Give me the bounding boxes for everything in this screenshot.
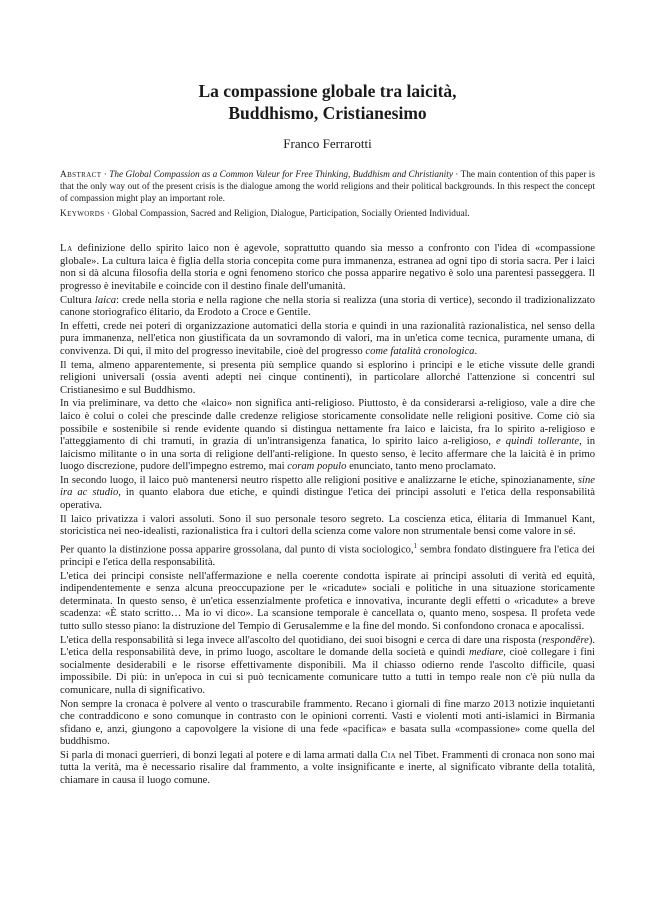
paragraph-2: Cultura laica: crede nella storia e nella ragione che nella storia si realizza (una storia di vertice), secondo il tradizionalizzato canone storiografico élitario, da Erodoto a Croce e Gentile. — [60, 294, 595, 319]
paragraph-11: Non sempre la cronaca è polvere al vento o trascurabile frammento. Recano i giornali di fine marzo 2013 notizie inquietanti che contraddicono e sono comunque in contrasto con le opinioni correnti. Vasti e violenti moti anti-islamici in Birmania sfidano e, anzi, giungono a capovolgere la visione di una fede «pacifica» e basata sulla «compassione» come quella del buddhismo. — [60, 698, 595, 748]
keywords — [60, 209, 595, 221]
acronym-cia: Cia — [380, 749, 397, 761]
paragraph-7: Il laico privatizza i valori assoluti. Sono il suo personale tesoro segreto. La coscienza etica, élitaria di Immanuel Kant, storicistica nei neo-idealisti, razionalistica fra i cultori della scienza come valore non strumentale bensi come valore in sé. — [60, 513, 595, 538]
paper-title — [60, 80, 595, 124]
abstract-separator: · — [101, 170, 110, 180]
body-text — [60, 243, 595, 787]
paragraph-9: L'etica dei principi consiste nell'affermazione e nella coerente condotta ispirate ai principi assoluti di verità ed equità, indipendentemente e senza alcuna preoccupazione per le «ricadute» sociali e politiche in una situazione storicamente determinata. In questo senso, è un'etica essenzialmente profetica e innovativa, incurante degli effetti o «ricadute» a breve scadenza: «È stato scritto… Ma io vi dico». La scansione temporale è cancellata o, quanto meno, sospesa. Il profeta vede tutto sullo stesso piano: la distruzione del Tempio di Gerusalemme e la fine del mondo. Si confondono cronaca e apocalissi. — [60, 570, 595, 632]
footnote-marker-1[interactable]: 1 — [413, 541, 418, 550]
paragraph-3: In effetti, crede nei poteri di organizzazione automatici della storia e quindi in una razionalità razionalistica, nel senso della pura immanenza, nell'etica non giustificata da un sovramondo di valori, ma in un'etica come tecnica, puramente umana, di convivenza. Di qui, il mito del progresso inevitabile, cioè del progresso come fatalità cronologica. — [60, 320, 595, 357]
paragraph-6: In secondo luogo, il laico può mantenersi neutro rispetto alle religioni positive e analizzarne le etiche, spinozianamente, sine ira ac studio, in quanto elabora due etiche, e quindi distingue l'etica dei principi assoluti e l'etica della responsabilità operativa. — [60, 474, 596, 512]
abstract-label: Abstract — [60, 170, 102, 180]
keywords-text: · Global Compassion, Sacred and Religion, Dialogue, Participation, Socially Oriented Individual. — [104, 209, 470, 220]
author-name: Franco Ferrarotti — [283, 136, 372, 151]
abstract — [60, 170, 595, 205]
paragraph-12: Si parla di monaci guerrieri, di bonzi legati al potere e di lama armati dalla Cia nel Tibet. Frammenti di cronaca non sono mai tutta la verità, ma è necessario risalire dal frammento, a volte insignificante e inerte, al significato vibrante della totalità, chiamare in causa il luogo comune. — [60, 749, 595, 787]
paragraph-4: Il tema, almeno apparentemente, si presenta più semplice quando si esplorino i principi e le etiche vissute delle grandi religioni universali (ossia aventi adepti nei cinque continenti), in particolare allorché l'attenzione si concentri sul Cristianesimo e sul Buddhismo. — [60, 359, 595, 396]
abstract-english-title: The Global Compassion as a Common Valeur for Free Thinking, Buddhism and Christianity — [109, 170, 453, 180]
paragraph-8: Per quanto la distinzione possa apparire grossolana, dal punto di vista sociologico,$^1$ sembra fondato distinguere fra l'etica dei principi e l'etica della responsabilità. — [60, 541, 595, 568]
paragraph-5: In via preliminare, va detto che «laico» non significa anti-religioso. Piuttosto, è da considerarsi a-religioso, vale a dire che laico è colui o colei che prescinde dalle credenze religiose storicamente consolidate nelle religioni positive. Come ciò sia possibile e sostenibile si rende evidente quando si distingua nettamente fra laico e laicista, fra lo spirito a-religioso e l'atteggiamento di chi tramuti, in grazia di un'intransigenza fanatica, lo spirito laico a-religioso, e quindi tollerante, in laicismo militante o in una sorta di religione dell'anti-religione. In questo senso, è lecito affermare che la laicità è in primo luogo discrezione, pudore dell'impegno estremo, mai coram populo enunciato, tanto meno proclamato. — [60, 398, 595, 473]
abstract-text: · The main contention of this paper is that the only way out of the present crisis is the dialogue among the world religions and their political backgrounds. In this respect the concept of compassion might play an important role. — [60, 170, 596, 204]
paragraph-10: L'etica della responsabilità si lega invece all'ascolto del quotidiano, dei suoi bisogni e cerca di dare una risposta (respondēre). L'etica della responsabilità deve, in primo luogo, ascoltare le domande della società e quindi mediare, cioè collegare i fini socialmente desiderabili e le risorse effettivamente disponibili. Ma il chiasso odierno rende l'ascolto difficile, quasi impossibile. Di più: in un'epoca in cui si può tecnicamente comunicare tutto a tutti in tempo reale non c'è più nulla da comunicare, nulla di significativo. — [60, 634, 596, 696]
paragraph-1-small-caps: La — [60, 243, 73, 255]
keywords-label: Keywords — [60, 209, 105, 220]
paragraph-1: La definizione dello spirito laico non è agevole, soprattutto quando sia messo a confronto con l'idea di «compassione globale». La cultura laica è figlia della storia concepita come pura immanenza, estranea ad ogni tipo di storia sacra. Per i laici non si dà alcuna filosofia della storia e ogni fenomeno storico che possa apparire negativo è solo una parentesi passeggera. Il progresso è inevitabile e coincide con il destino finale dell'umanità. — [60, 243, 595, 292]
title-line-2: Buddhismo, Cristianesimo — [228, 103, 427, 123]
title-line-1: La compassione globale tra laicità, — [198, 81, 457, 101]
